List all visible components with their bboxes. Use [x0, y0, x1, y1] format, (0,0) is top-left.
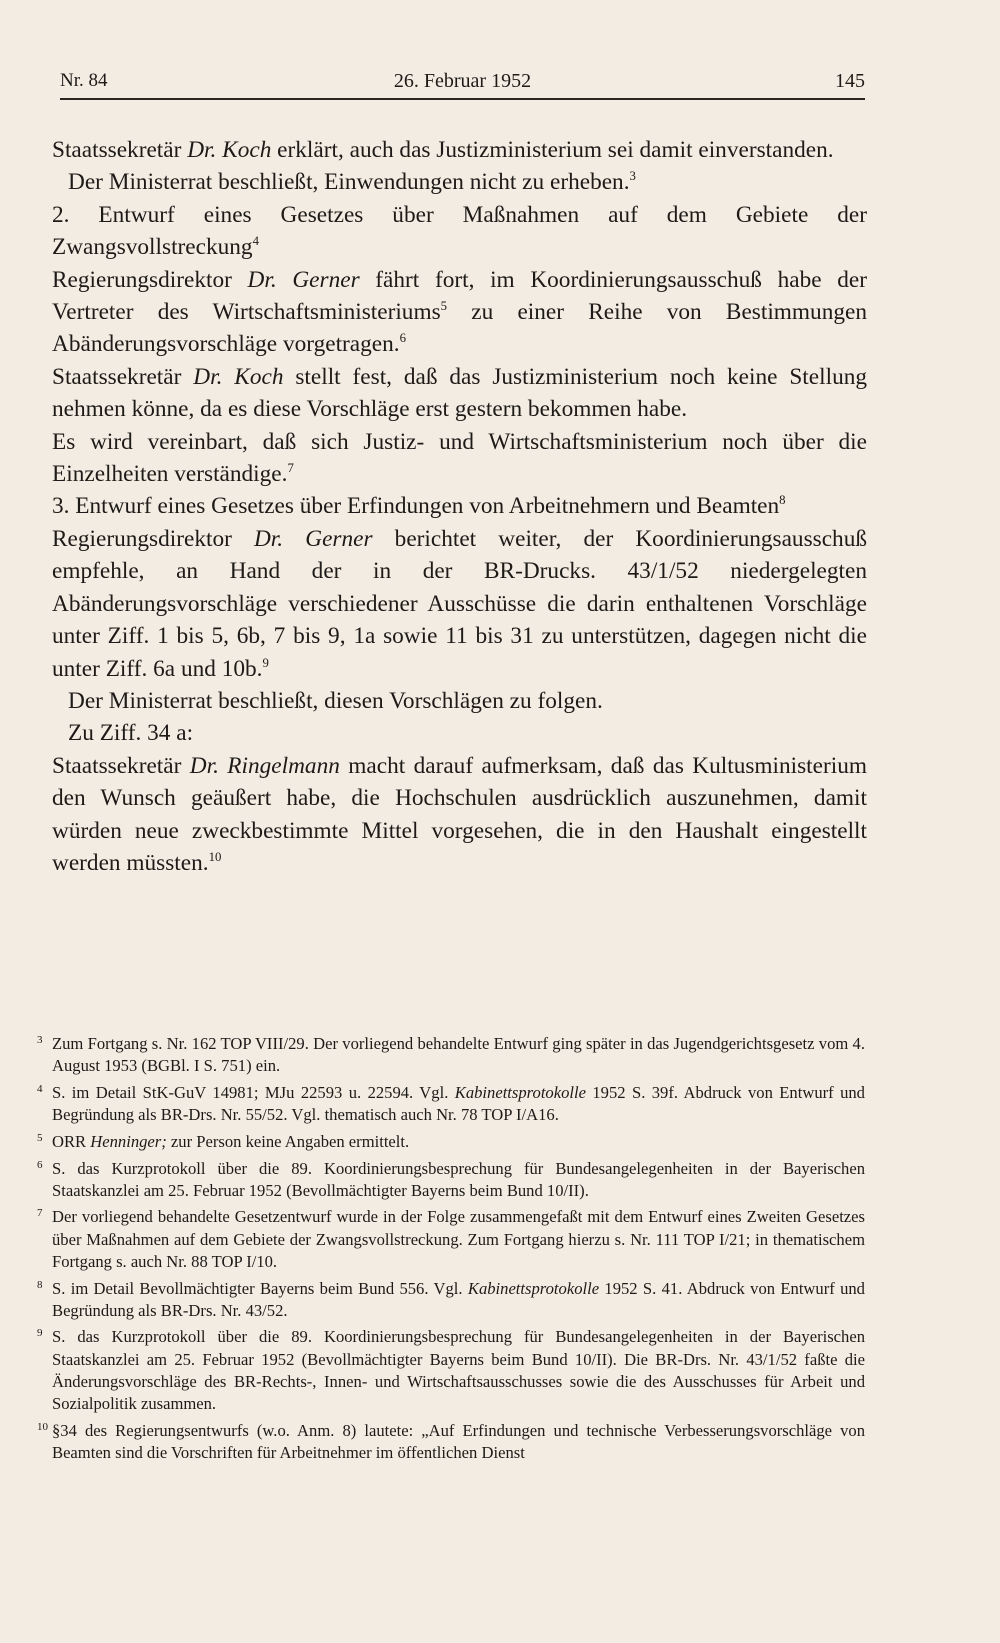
- footnote-ref: 10: [208, 849, 222, 864]
- person-name: Koch: [222, 137, 272, 163]
- paragraph: Regierungsdirektor Dr. Gerner fährt fort, im Koordinierungsausschuß habe der Vertreter des Wirtschaftsministeriums$^5$ zu einer Reihe von Bestimmungen Abänderungsvorschläge vorgetragen.$^6$: [52, 266, 868, 358]
- footnote: 4 S. im Detail StK-GuV 14981; MJu 22593 u. 22594. Vgl. Kabinettsprotokolle 1952 S. 39f. Abdruck von Entwurf und Begründung als BR-Drs. Nr. 55/52. Vgl. thematisch auch Nr. 78 TOP I/A16.: [37, 1082, 865, 1125]
- paragraph: Staatssekretär Dr. Koch stellt fest, daß das Justizministerium noch keine Stellung nehmen könne, da es diese Vorschläge erst gestern bekommen habe.: [52, 363, 868, 423]
- resolution: Der Ministerrat beschließt, diesen Vorschlägen zu folgen.: [68, 687, 603, 714]
- agenda-item-heading: 3. Entwurf eines Gesetzes über Erfindungen von Arbeitnehmern und Beamten$^8$: [52, 493, 786, 520]
- footnote-ref: 5: [440, 299, 448, 314]
- paragraph: Regierungsdirektor Dr. Gerner berichtet weiter, der Koordinierungsausschuß empfehle, an Hand der in der BR-Drucks. 43/1/52 niedergelegten Abänderungsvorschläge verschiedener Ausschüsse die darin enthaltenen Vorschläge unter Ziff. 1 bis 5, 6b, 7 bis 9, 1a sowie 11 bis 31 zu unterstützen, dagegen nicht die unter Ziff. 6a und 10b.$^9$: [52, 525, 867, 682]
- running-header: [60, 68, 865, 100]
- footnotes: [37, 1033, 865, 1469]
- footnote: 6 S. das Kurzprotokoll über die 89. Koordinierungsbesprechung für Bundesangelegenheiten in der Bayerischen Staatskanzlei am 25. Februar 1952 (Bevollmächtigter Bayerns beim Bund 10/II).: [37, 1158, 865, 1200]
- footnote: 10 §34 des Regierungsentwurfs (w.o. Anm. 8) lautete: „Auf Erfindungen und technische Verbesserungsvorschläge von Beamten sind die Vorschriften für Arbeitnehmer im öffentlichen Dienst: [37, 1420, 865, 1462]
- footnote-ref: 9: [262, 655, 269, 670]
- main-text: [52, 134, 867, 879]
- footnote-ref: 3: [629, 169, 636, 184]
- resolution: Der Ministerrat beschließt, Einwendungen nicht zu erheben.$^3$: [68, 169, 636, 196]
- footnote-ref: 7: [287, 461, 294, 476]
- header-date: 26. Februar 1952: [393, 70, 532, 92]
- page-number: 145: [835, 70, 865, 92]
- paragraph: Es wird vereinbart, daß sich Justiz- und Wirtschaftsministerium noch über die Einzelheiten verständige.$^7$: [52, 428, 867, 488]
- footnote: 3 Zum Fortgang s. Nr. 162 TOP VIII/29. Der vorliegend behandelte Entwurf ging später in das Jugendgerichtsgesetz vom 4. August 1953 (BGBl. I S. 751) ein.: [37, 1034, 865, 1076]
- footnote-ref: 4: [252, 234, 259, 249]
- paragraph: Staatssekretär Dr. Koch erklärt, auch das Justizministerium sei damit einverstanden.: [52, 137, 834, 163]
- footnote: 5 ORR Henninger; zur Person keine Angaben ermittelt.: [37, 1131, 410, 1151]
- person-name: Gerner: [292, 266, 360, 293]
- person-name: Koch: [234, 363, 284, 390]
- footnote: 9 S. das Kurzprotokoll über die 89. Koordinierungsbesprechung für Bundesangelegenheiten in der Bayerischen Staatskanzlei am 25. Februar 1952 (Bevollmächtigter Bayerns beim Bund 10/II). Die BR-Drs. Nr. 43/1/52 faßte die Änderungsvorschläge des BR-Rechts-, Innen- und Wirtschaftsausschusses sowie die des Ausschusses für Arbeit und Sozialpolitik zusammen.: [37, 1327, 865, 1414]
- document-number: Nr. 84: [60, 70, 108, 91]
- footnote-ref: 6: [399, 331, 407, 346]
- footnote: 8 S. im Detail Bevollmächtigter Bayerns beim Bund 556. Vgl. Kabinettsprotokolle 1952 S. 41. Abdruck von Entwurf und Begründung als BR-Drs. Nr. 43/52.: [37, 1278, 865, 1320]
- person-name: Ringelmann: [227, 752, 340, 779]
- footnote: 7 Der vorliegend behandelte Gesetzentwurf wurde in der Folge zusammengefaßt mit dem Entwurf eines Zweiten Gesetzes über Maßnahmen auf dem Gebiete der Zwangsvollstreckung. Zum Fortgang hierzu s. Nr. 111 TOP I/21; in thematischem Fortgang s. auch Nr. 88 TOP I/10.: [37, 1207, 865, 1271]
- paragraph: Staatssekretär Dr. Ringelmann macht darauf aufmerksam, daß das Kultusministerium den Wunsch geäußert habe, die Hochschulen ausdrücklich auszunehmen, damit würden neue zweckbestimmte Mittel vorgesehen, die in den Haushalt eingestellt werden müssten.$^{10}$: [52, 752, 868, 876]
- footnote-ref: 8: [779, 493, 786, 508]
- person-name: Gerner: [305, 525, 373, 552]
- sub-item-heading: Zu Ziff. 34 a:: [68, 720, 194, 747]
- agenda-item-heading: 2. Entwurf eines Gesetzes über Maßnahmen auf dem Gebiete der Zwangsvollstreckung$^4$: [52, 201, 867, 261]
